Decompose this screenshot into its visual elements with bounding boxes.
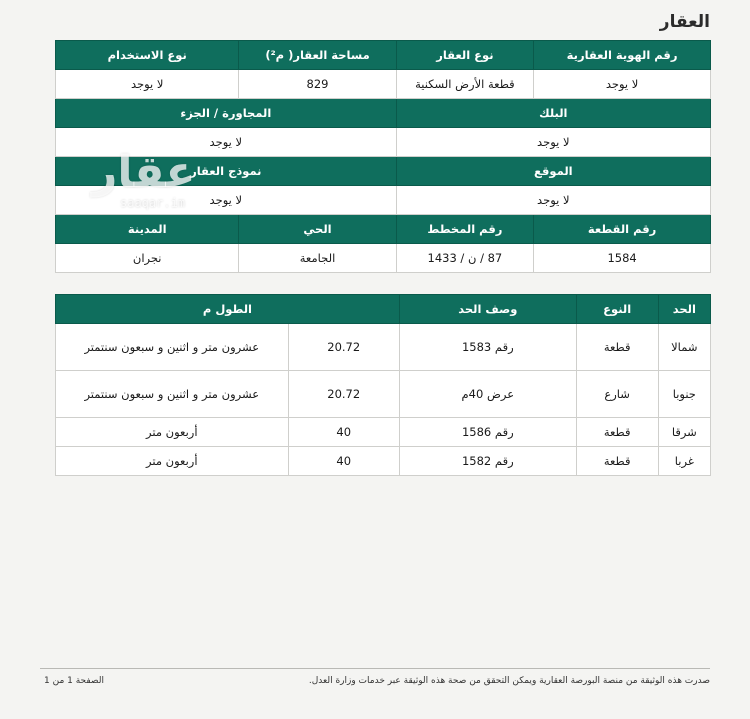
header-boundary: الحد [658, 295, 710, 324]
value-neighbor-part: لا يوجد [56, 128, 397, 157]
header-property-model: نموذج العقار [56, 157, 397, 186]
header-usage-type: نوع الاستخدام [56, 41, 239, 70]
boundary-type: قطعة [576, 447, 658, 476]
header-block: البلك [396, 99, 710, 128]
boundary-length: 20.72 [288, 371, 399, 418]
value-property-id: لا يوجد [534, 70, 711, 99]
boundary-type: شارع [576, 371, 658, 418]
boundary-side: شرقا [658, 418, 710, 447]
table-row [56, 418, 711, 447]
value-usage-type: لا يوجد [56, 70, 239, 99]
boundary-type: قطعة [576, 418, 658, 447]
boundary-length: 40 [288, 418, 399, 447]
table-row [56, 324, 711, 371]
boundary-length-text: أربعون متر [56, 418, 289, 447]
header-district: الحي [239, 215, 396, 244]
watermark-logo: عقار [92, 147, 196, 198]
value-plot-number: 1584 [534, 244, 711, 273]
boundary-length-text: عشرون متر و اثنين و سبعون سنتمتر [56, 324, 289, 371]
header-boundary-length: الطول م [56, 295, 400, 324]
header-boundary-desc: وصف الحد [399, 295, 576, 324]
value-property-model: لا يوجد [56, 186, 397, 215]
header-neighbor-part: المجاورة / الجزء [56, 99, 397, 128]
boundary-desc: رقم 1583 [399, 324, 576, 371]
boundaries-table [55, 294, 711, 476]
header-property-area: مساحة العقار( م²) [239, 41, 396, 70]
header-location: الموقع [396, 157, 710, 186]
header-boundary-type: النوع [576, 295, 658, 324]
boundary-side: غربا [658, 447, 710, 476]
boundary-side: شمالا [658, 324, 710, 371]
header-plot-number: رقم القطعة [534, 215, 711, 244]
property-table [55, 40, 711, 273]
boundary-length-text: عشرون متر و اثنين و سبعون سنتمتر [56, 371, 289, 418]
header-city: المدينة [56, 215, 239, 244]
value-district: الجامعة [239, 244, 396, 273]
page-number: الصفحة 1 من 1 [44, 676, 104, 686]
watermark-url: saaqar.im [120, 196, 186, 210]
boundary-length-text: أربعون متر [56, 447, 289, 476]
header-property-id: رقم الهوية العقارية [534, 41, 711, 70]
boundary-desc: رقم 1582 [399, 447, 576, 476]
value-property-type: قطعة الأرض السكنية [396, 70, 534, 99]
boundary-length: 40 [288, 447, 399, 476]
header-plan-number: رقم المخطط [396, 215, 534, 244]
header-property-type: نوع العقار [396, 41, 534, 70]
value-city: نجران [56, 244, 239, 273]
table-row [56, 447, 711, 476]
section-heading: العقار [659, 12, 710, 32]
footer-note: صدرت هذه الوثيقة من منصة البورصة العقارية ويمكن التحقق من صحة هذه الوثيقة عبر خدمات وزارة العدل. [308, 676, 710, 686]
value-plan-number: 87 / ن / 1433 [396, 244, 534, 273]
boundary-desc: رقم 1586 [399, 418, 576, 447]
boundary-desc: عرض 40م [399, 371, 576, 418]
boundary-type: قطعة [576, 324, 658, 371]
value-location: لا يوجد [396, 186, 710, 215]
footer-divider [40, 668, 710, 669]
boundary-side: جنوبا [658, 371, 710, 418]
value-property-area: 829 [239, 70, 396, 99]
table-row [56, 371, 711, 418]
boundary-length: 20.72 [288, 324, 399, 371]
value-block: لا يوجد [396, 128, 710, 157]
